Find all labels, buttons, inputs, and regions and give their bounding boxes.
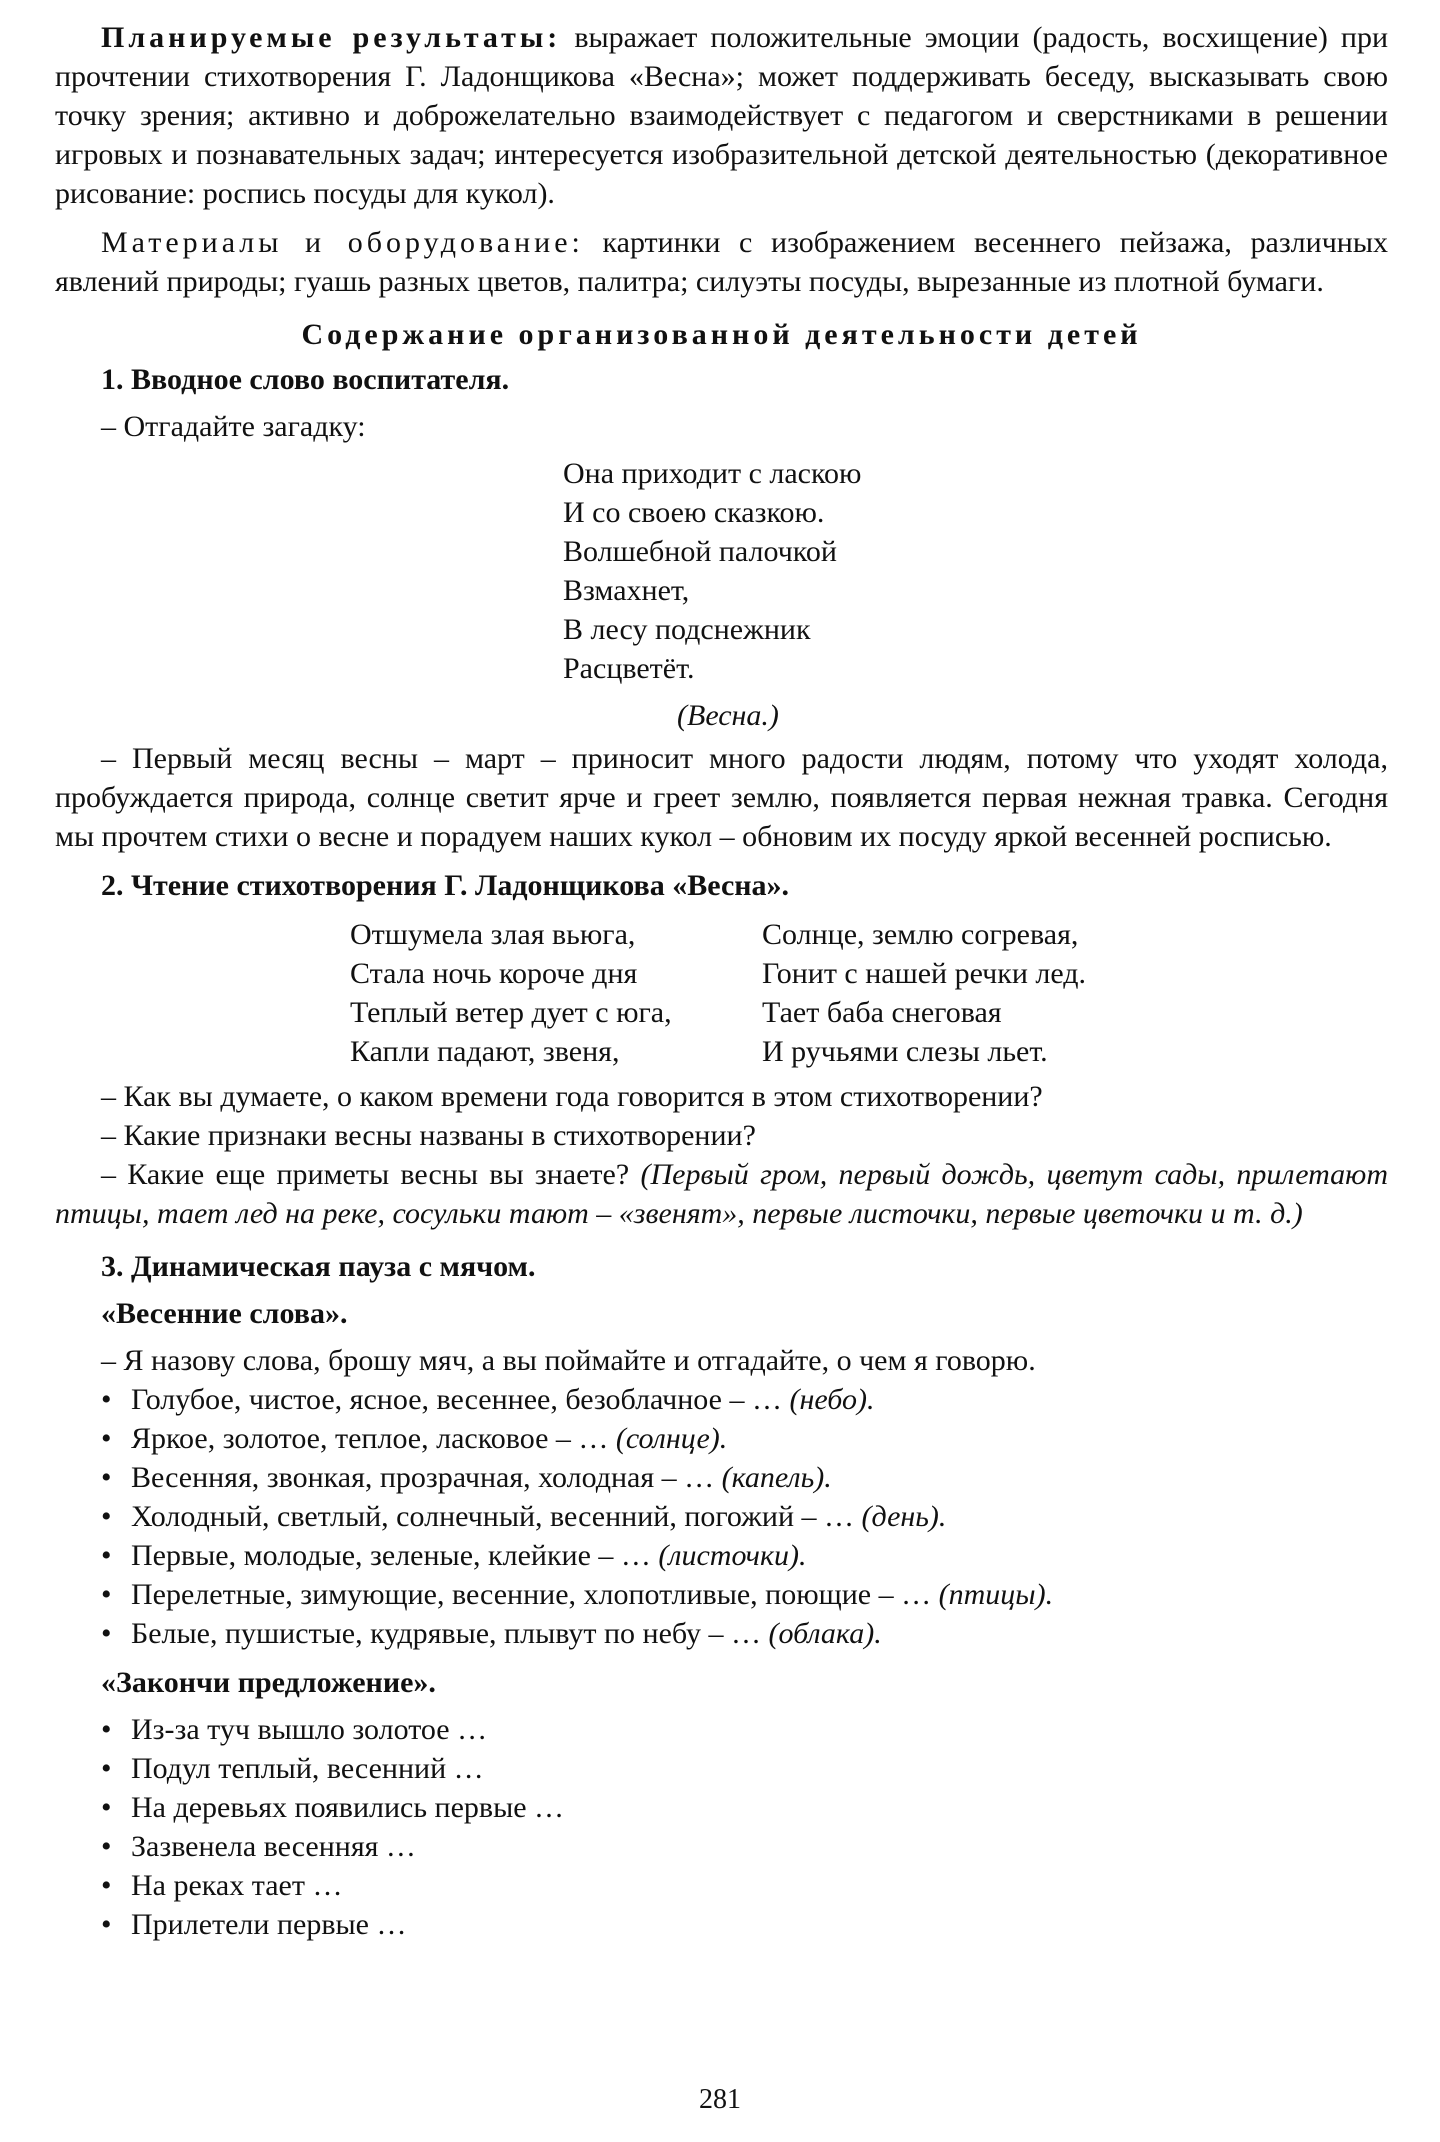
poem-line: Отшумела злая вьюга, [350, 918, 636, 951]
list-item [101, 1905, 1388, 1944]
list-item [101, 1380, 1388, 1419]
riddle-line: Волшебной палочкой [563, 535, 837, 568]
bullet-icon: • [101, 1830, 112, 1863]
list-item [101, 1614, 1388, 1653]
question-1: – Как вы думаете, о каком времени года говорится в этом стихотворении? [101, 1080, 1043, 1113]
bullet-icon: • [101, 1713, 112, 1746]
bullet-icon: • [101, 1500, 112, 1533]
bullet-icon: • [101, 1461, 112, 1494]
game2-list [55, 1710, 1388, 1944]
item-text: Из-за туч вышло золотое … [131, 1713, 488, 1746]
item-answer: (день). [861, 1500, 947, 1533]
list-item [101, 1497, 1388, 1536]
document-page [55, 18, 1388, 1954]
riddle-line: Она приходит с ласкою [563, 457, 862, 490]
item-answer: (листочки). [658, 1539, 807, 1572]
outcomes-text: выражает положительные эмоции (радость, восхищение) при прочтении стихотворения Г. Ладонщикова «Весна»; может поддерживать беседу, высказывать свою точку зрения; активно и доброжелательно взаимодействует с педагогом и сверстниками в решении игровых и познавательных задач; интересуется изобразительной детской деятельностью (декоративное рисование: роспись посуды для кукол). [55, 21, 1388, 210]
item-text: Белые, пушистые, кудрявые, плывут по небу – … [131, 1617, 769, 1650]
bullet-icon: • [101, 1752, 112, 1785]
item-text: На деревьях появились первые … [131, 1791, 565, 1824]
item-text: Яркое, золотое, теплое, ласковое – … [131, 1422, 616, 1455]
item-answer: (солнце). [615, 1422, 728, 1455]
content-title: Содержание организованной деятельности детей [301, 318, 1142, 351]
poem-line: Теплый ветер дует с юга, [350, 996, 672, 1029]
riddle-prompt: – Отгадайте загадку: [101, 410, 366, 443]
riddle-line: В лесу подснежник [563, 613, 811, 646]
outcomes-label: Планируемые результаты: [101, 21, 562, 54]
outcomes-paragraph [55, 18, 1388, 213]
list-item [101, 1827, 1388, 1866]
list-item [101, 1575, 1388, 1614]
item-text: Перелетные, зимующие, весенние, хлопотливые, поющие – … [131, 1578, 939, 1611]
game2-title: «Закончи предложение». [101, 1666, 436, 1699]
poem-column-right [762, 915, 1174, 1071]
bullet-icon: • [101, 1617, 112, 1650]
item-text: На реках тает … [131, 1869, 343, 1902]
section1-text: – Первый месяц весны – март – приносит много радости людям, потому что уходят холода, пробуждается природа, солнце светит ярче и греет землю, появляется первая нежная травка. Сегодня мы прочтем стихи о весне и порадуем наших кукол – обновим их посуду яркой весенней росписью. [55, 742, 1388, 853]
item-answer: (капель). [721, 1461, 832, 1494]
list-item [101, 1749, 1388, 1788]
poem-line: Солнце, землю согревая, [762, 918, 1079, 951]
riddle-line: Расцветёт. [563, 652, 695, 685]
item-answer: (облака). [768, 1617, 882, 1650]
poem-line: Капли падают, звеня, [350, 1035, 620, 1068]
poem-column-left [350, 915, 762, 1071]
materials-label: Материалы и оборудование: [101, 226, 584, 259]
list-item [101, 1710, 1388, 1749]
poem-line: Гонит с нашей речки лед. [762, 957, 1087, 990]
poem-line: И ручьями слезы льет. [762, 1035, 1048, 1068]
section3-heading: 3. Динамическая пауза с мячом. [101, 1250, 536, 1283]
item-text: Подул теплый, весенний … [131, 1752, 484, 1785]
riddle-line: И со своею сказкою. [563, 496, 825, 529]
item-answer: (небо). [789, 1383, 875, 1416]
riddle-verse [563, 454, 1388, 688]
list-item [101, 1788, 1388, 1827]
game1-intro: – Я назову слова, брошу мяч, а вы поймайте и отгадайте, о чем я говорю. [101, 1344, 1036, 1377]
item-text: Первые, молодые, зеленые, клейкие – … [131, 1539, 659, 1572]
riddle-answer: (Весна.) [677, 699, 779, 732]
question-2: – Какие признаки весны названы в стихотворении? [101, 1119, 756, 1152]
poem-line: Стала ночь короче дня [350, 957, 638, 990]
list-item [101, 1458, 1388, 1497]
question-3-text: – Какие еще приметы весны вы знаете? [101, 1158, 641, 1191]
materials-text: картинки с изображением весеннего пейзажа, различных явлений природы; гуашь разных цветов, палитра; силуэты посуды, вырезанные из плотной бумаги. [55, 226, 1388, 298]
game1-list [55, 1380, 1388, 1653]
materials-paragraph [55, 223, 1388, 301]
list-item [101, 1866, 1388, 1905]
section1-heading: 1. Вводное слово воспитателя. [101, 363, 510, 396]
poem-line: Тает баба снеговая [762, 996, 1002, 1029]
item-text: Зазвенела весенняя … [131, 1830, 416, 1863]
bullet-icon: • [101, 1539, 112, 1572]
poem [350, 915, 1388, 1071]
bullet-icon: • [101, 1422, 112, 1455]
page-number: 281 [699, 2084, 741, 2115]
bullet-icon: • [101, 1578, 112, 1611]
item-text: Холодный, светлый, солнечный, весенний, погожий – … [131, 1500, 862, 1533]
section2-heading: 2. Чтение стихотворения Г. Ладонщикова «Весна». [101, 869, 790, 902]
riddle-line: Взмахнет, [563, 574, 690, 607]
item-text: Прилетели первые … [131, 1908, 407, 1941]
item-answer: (птицы). [938, 1578, 1054, 1611]
bullet-icon: • [101, 1383, 112, 1416]
bullet-icon: • [101, 1791, 112, 1824]
item-text: Голубое, чистое, ясное, весеннее, безоблачное – … [131, 1383, 790, 1416]
list-item [101, 1536, 1388, 1575]
bullet-icon: • [101, 1908, 112, 1941]
question-3-answer: (Первый гром, первый дождь, цветут сады, прилетают птицы, тает лед на реке, сосульки тают – «звенят», первые листочки, первые цветочки и т. д.) [55, 1158, 1388, 1230]
bullet-icon: • [101, 1869, 112, 1902]
game1-title: «Весенние слова». [101, 1297, 348, 1330]
list-item [101, 1419, 1388, 1458]
item-text: Весенняя, звонкая, прозрачная, холодная – … [131, 1461, 722, 1494]
question-3 [55, 1155, 1388, 1233]
